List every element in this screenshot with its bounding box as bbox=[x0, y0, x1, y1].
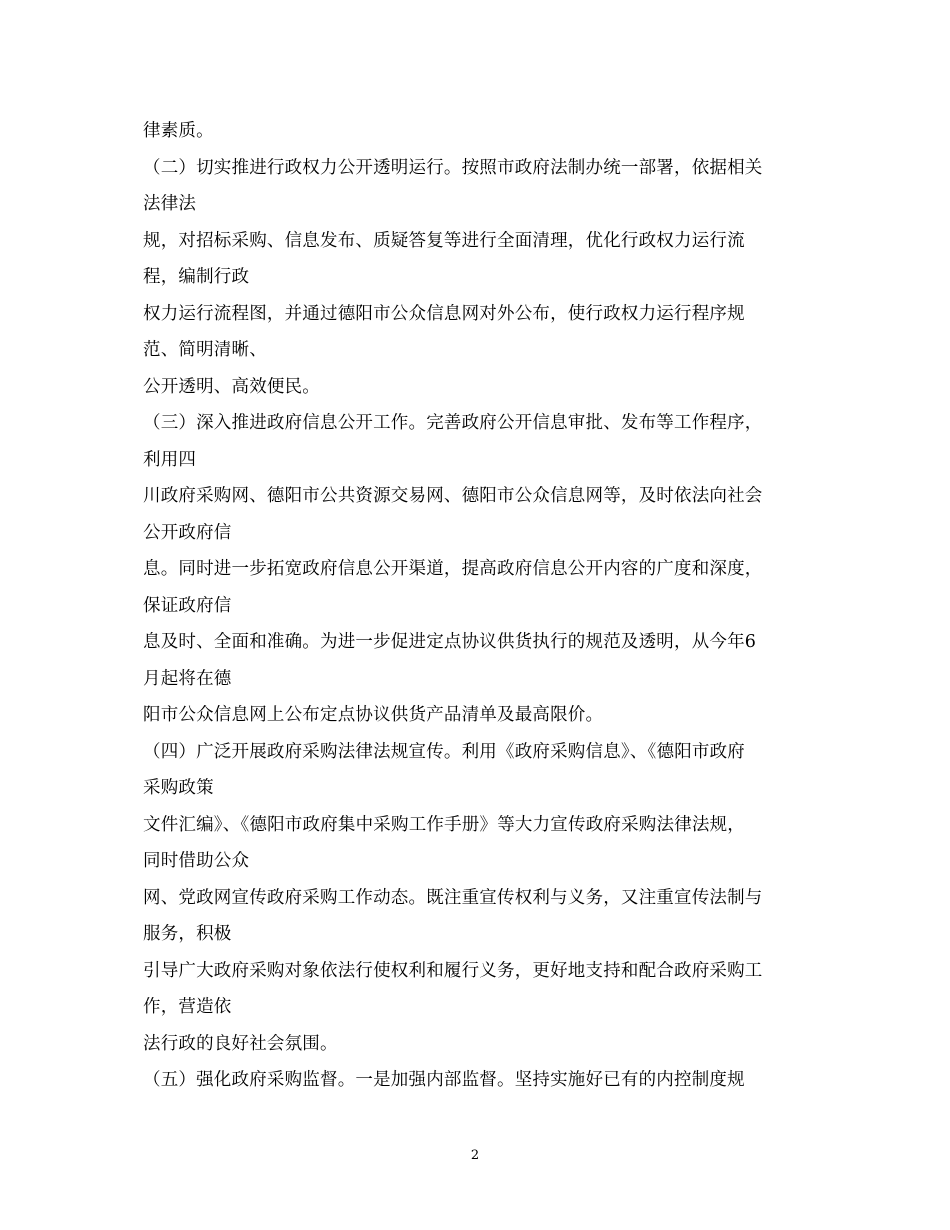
text-line: 月起将在德 bbox=[143, 668, 232, 689]
text-line: 网、党政网宣传政府采购工作动态。既注重宣传权利与义务，又注重宣传法制与 bbox=[143, 887, 763, 908]
text-line: 法律法 bbox=[143, 194, 197, 214]
text-line: 法行政的良好社会氛围。 bbox=[143, 1033, 338, 1054]
text-line: 公开透明、高效便民。 bbox=[143, 376, 320, 397]
text-line: 作，营造依 bbox=[143, 997, 232, 1017]
text-line: 利用四 bbox=[143, 449, 197, 470]
text-line: 阳市公众信息网上公布定点协议供货产品清单及最高限价。 bbox=[143, 705, 604, 725]
text-line: 公开政府信 bbox=[143, 522, 232, 543]
text-line: （四）广泛开展政府采购法律法规宣传。利用《政府采购信息》、《德阳市政府 bbox=[143, 741, 745, 762]
text-line: 程，编制行政 bbox=[143, 267, 250, 287]
page-number: 2 bbox=[470, 1148, 480, 1163]
text-line: 律素质。 bbox=[143, 121, 214, 141]
text-line: 服务，积极 bbox=[143, 924, 232, 944]
text-line: 息。同时进一步拓宽政府信息公开渠道，提高政府信息公开内容的广度和深度， bbox=[143, 559, 763, 579]
text-line: 规，对招标采购、信息发布、质疑答复等进行全面清理，优化行政权力运行流 bbox=[143, 230, 745, 251]
text-line: 同时借助公众 bbox=[143, 851, 250, 871]
text-line: 川政府采购网、德阳市公共资源交易网、德阳市公众信息网等，及时依法向社会 bbox=[143, 486, 763, 506]
text-line: （三）深入推进政府信息公开工作。完善政府公开信息审批、发布等工作程序， bbox=[143, 413, 763, 433]
text-line: 范、简明清晰、 bbox=[143, 340, 267, 360]
text-line: 引导广大政府采购对象依法行使权利和履行义务，更好地支持和配合政府采购工 bbox=[143, 960, 763, 981]
text-line: （二）切实推进行政权力公开透明运行。按照市政府法制办统一部署，依据相关 bbox=[143, 157, 763, 178]
text-line: 文件汇编》、《德阳市政府集中采购工作手册》等大力宣传政府采购法律法规， bbox=[143, 814, 745, 835]
text-line: 权力运行流程图，并通过德阳市公众信息网对外公布，使行政权力运行程序规 bbox=[143, 303, 745, 324]
text-line: （五）强化政府采购监督。一是加强内部监督。坚持实施好已有的内控制度规 bbox=[143, 1070, 745, 1090]
text-line: 息及时、全面和准确。为进一步促进定点协议供货执行的规范及透明，从今年6 bbox=[143, 632, 757, 652]
text-line: 保证政府信 bbox=[143, 595, 232, 616]
body-text bbox=[143, 113, 813, 1099]
text-line: 采购政策 bbox=[143, 778, 214, 798]
